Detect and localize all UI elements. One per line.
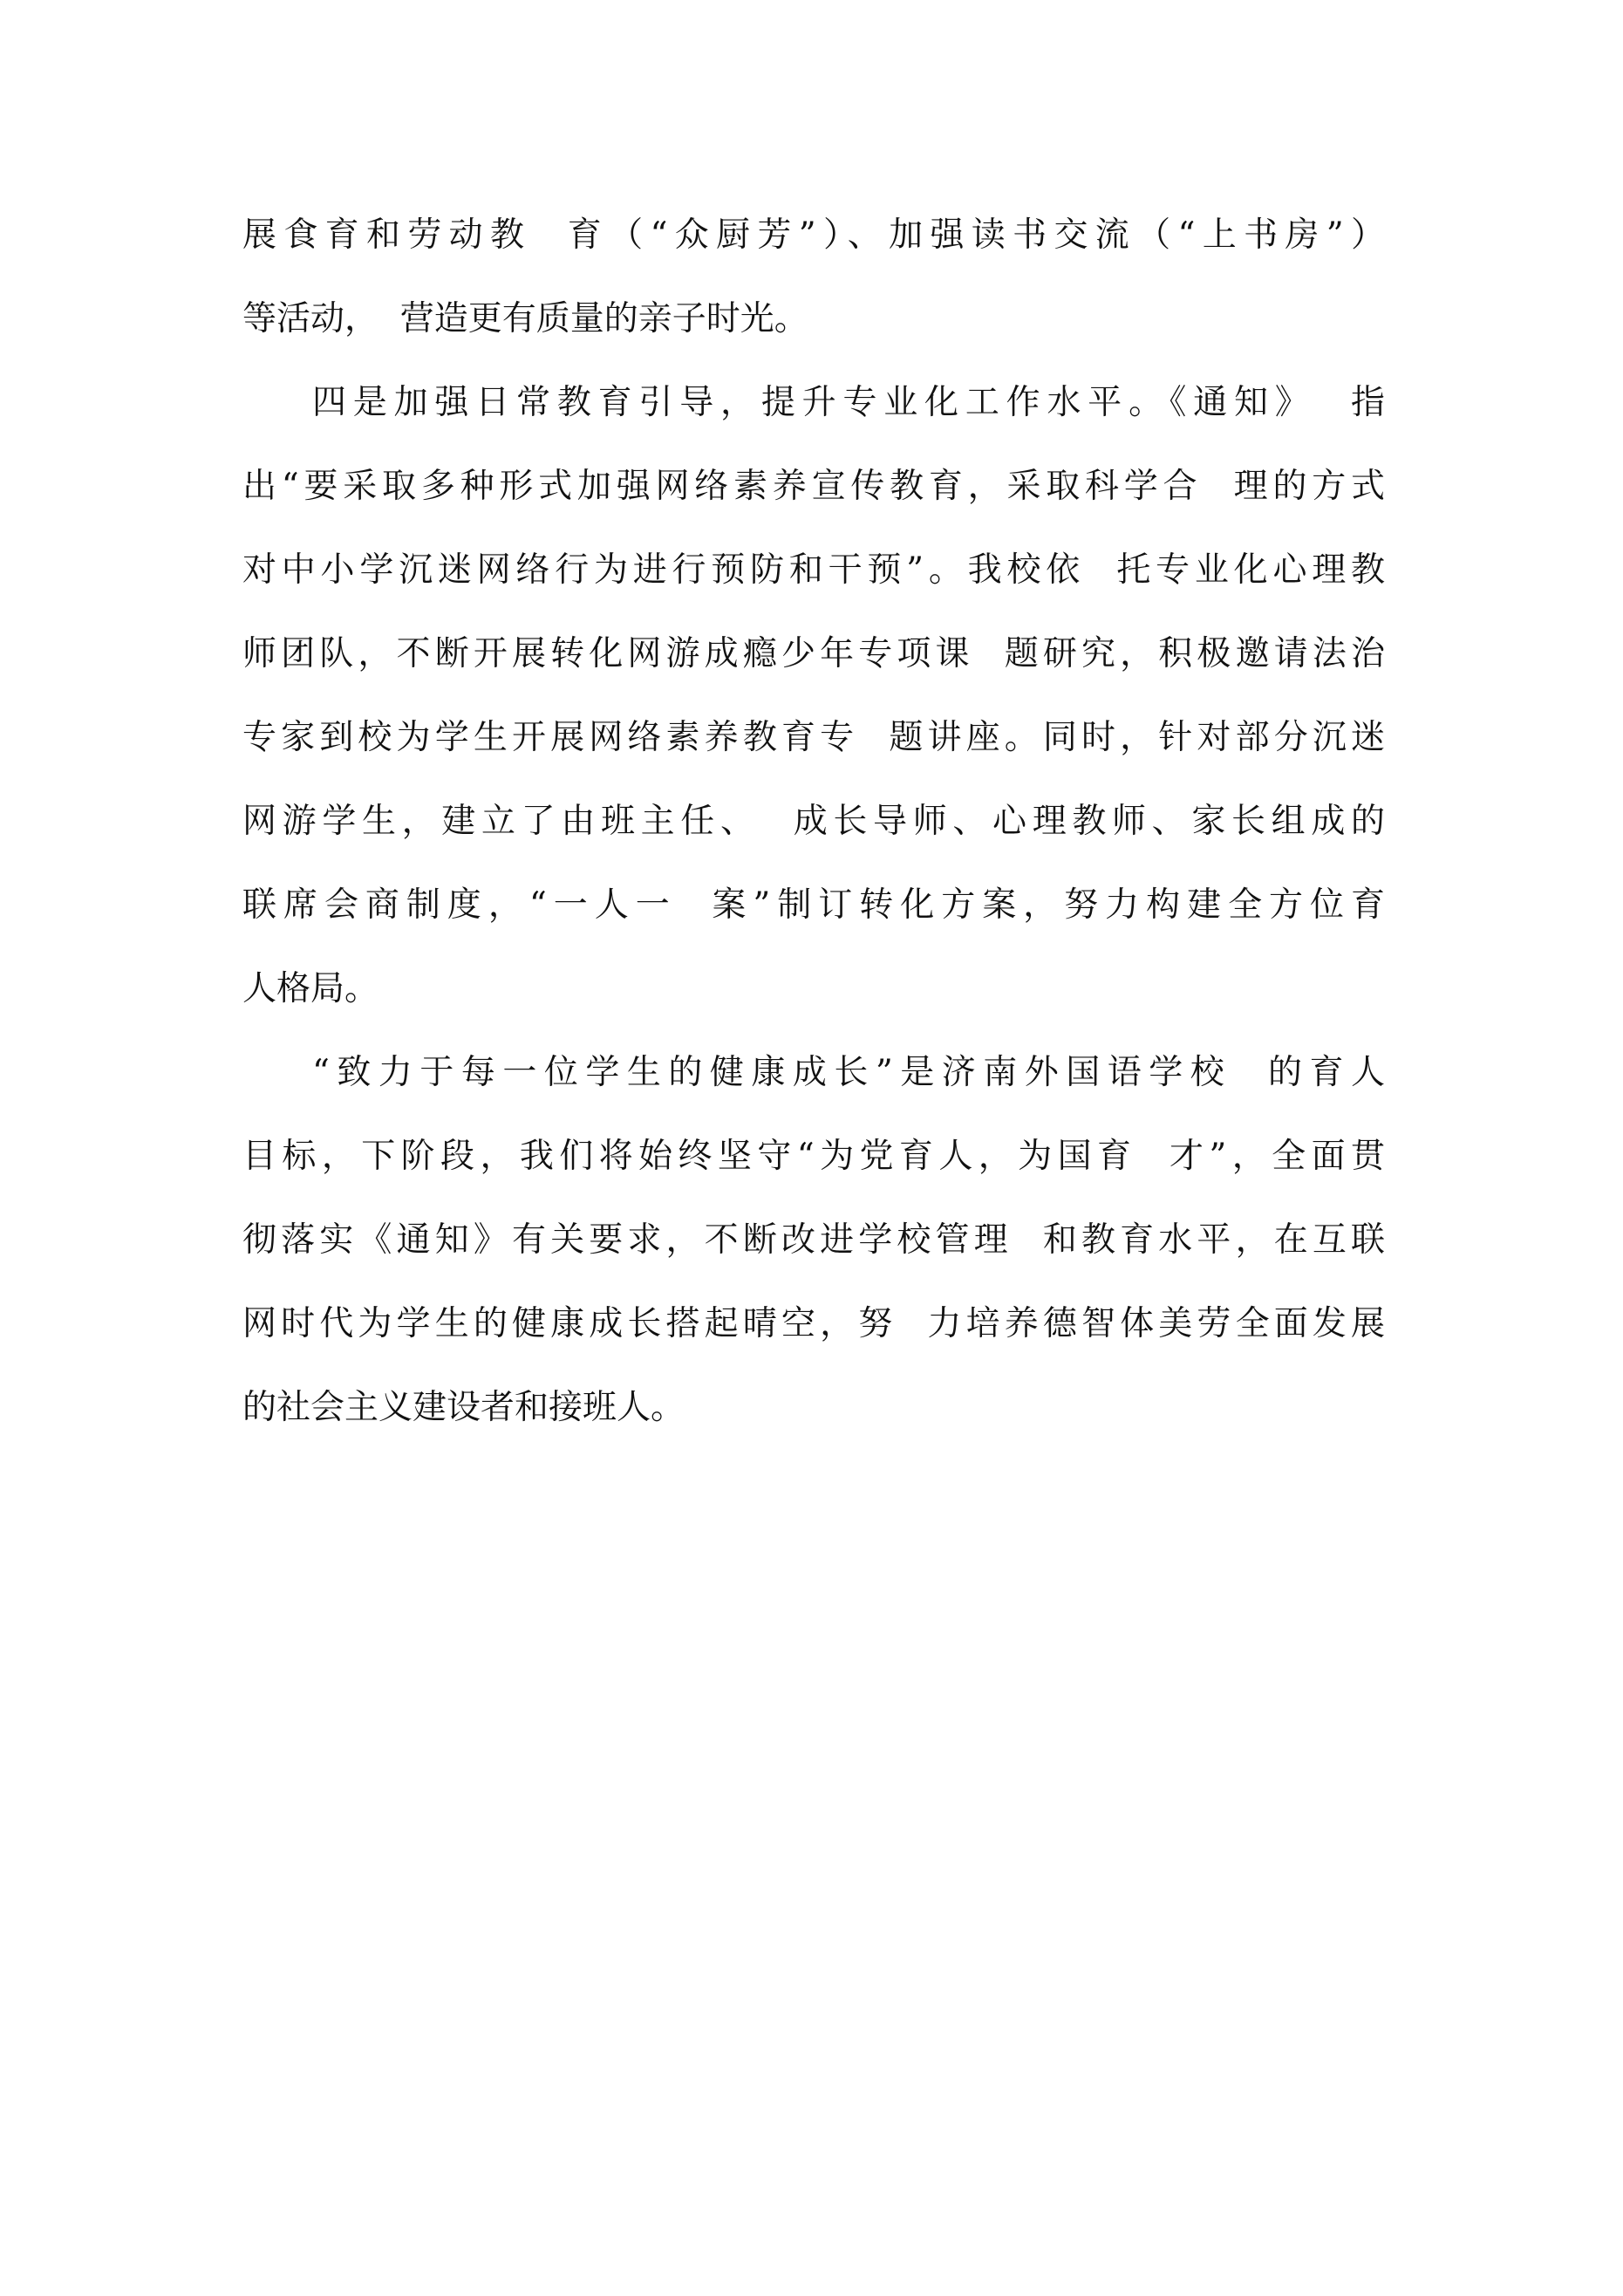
paragraph-1-line-2: 等活动， 营造更有质量的亲子时光。 bbox=[242, 299, 808, 338]
paragraph-3-line-2: 目标，下阶段，我们将始终坚守“为党育人，为国育 才”，全面贯 bbox=[242, 1137, 1385, 1176]
paragraph-1-line-1: 展食育和劳动教 育（“众厨芳”）、加强读书交流（“上书房”） bbox=[242, 215, 1385, 255]
paragraph-2-line-7: 联席会商制度，“一人一 案”制订转化方案，努力构建全方位育 bbox=[242, 885, 1385, 925]
paragraph-3-line-1: “致力于每一位学生的健康成长”是济南外国语学校 的育人 bbox=[312, 1053, 1385, 1092]
paragraph-2-line-5: 专家到校为学生开展网络素养教育专 题讲座。同时，针对部分沉迷 bbox=[242, 718, 1385, 757]
paragraph-3-line-3: 彻落实《通知》有关要求，不断改进学校管理 和教育水平，在互联 bbox=[242, 1220, 1385, 1260]
paragraph-3-line-4: 网时代为学生的健康成长搭起晴空，努 力培养德智体美劳全面发展 bbox=[242, 1304, 1385, 1343]
paragraph-2-line-6: 网游学生，建立了由班主任、 成长导师、心理教师、家长组成的 bbox=[242, 802, 1385, 841]
paragraph-2-line-4: 师团队，不断开展转化网游成瘾少年专项课 题研究，积极邀请法治 bbox=[242, 634, 1385, 673]
paragraph-2-line-1: 四是加强日常教育引导，提升专业化工作水平。《通知》 指 bbox=[312, 383, 1385, 422]
document-body bbox=[242, 194, 1385, 1450]
paragraph-3-line-5: 的社会主义建设者和接班人。 bbox=[242, 1388, 685, 1427]
paragraph-2-line-8: 人格局。 bbox=[242, 969, 379, 1008]
paragraph-2-line-3: 对中小学沉迷网络行为进行预防和干预”。我校依 托专业化心理教 bbox=[242, 550, 1385, 590]
paragraph-2-line-2: 出“要采取多种形式加强网络素养宣传教育，采取科学合 理的方式 bbox=[242, 467, 1385, 506]
